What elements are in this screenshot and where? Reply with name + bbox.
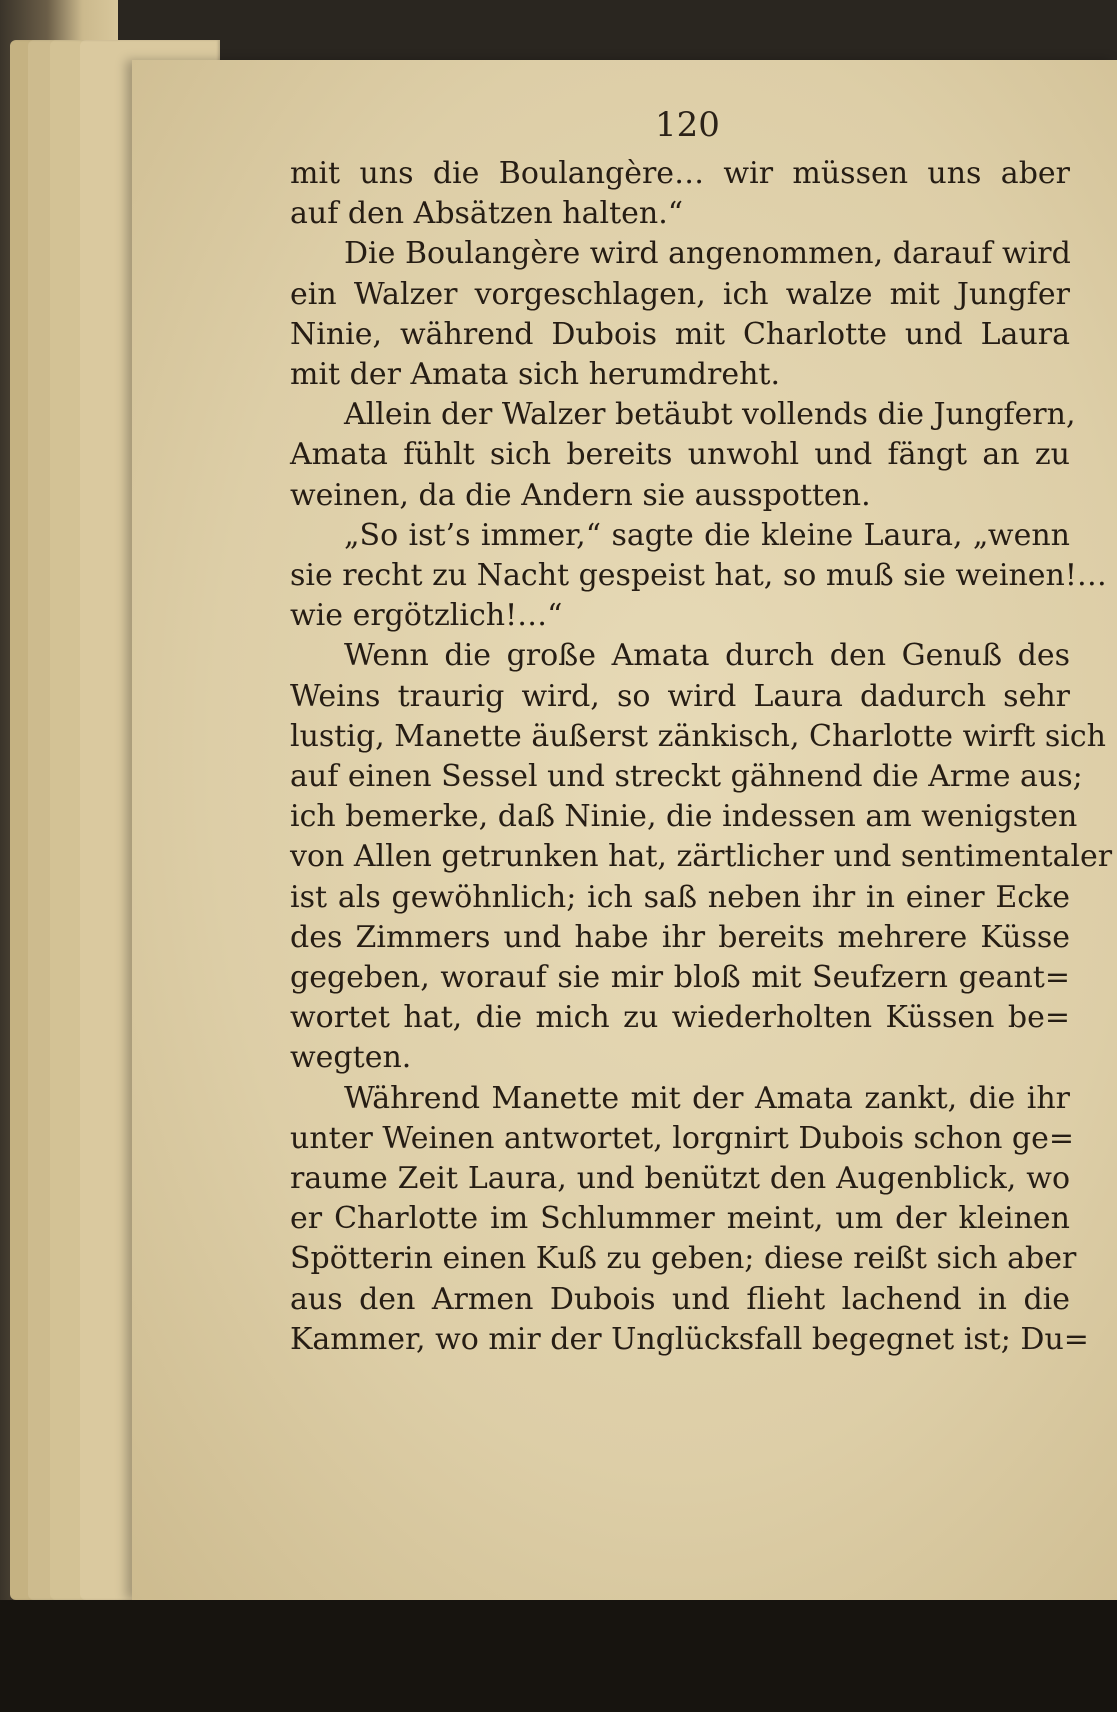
text-line: Ninie, während Dubois mit Charlotte und Laura: [290, 317, 1070, 352]
text-line: wegten.: [290, 1040, 412, 1075]
text-line: lustig, Manette äußerst zänkisch, Charlotte wirft sich: [290, 719, 1107, 754]
text-line: ich bemerke, daß Ninie, die indessen am wenigsten: [290, 799, 1078, 834]
text-line: Die Boulangère wird angenommen, darauf wird: [344, 236, 1071, 271]
text-line: gegeben, worauf sie mir bloß mit Seufzern geant=: [290, 960, 1070, 995]
text-line: mit uns die Boulangère… wir müssen uns aber: [290, 156, 1070, 191]
text-line: weinen, da die Andern sie ausspotten.: [290, 478, 871, 513]
text-line: Amata fühlt sich bereits unwohl und fängt an zu: [290, 437, 1070, 472]
text-line: wie ergötzlich!…“: [290, 598, 563, 633]
text-line: aus den Armen Dubois und flieht lachend in die: [290, 1282, 1070, 1317]
text-line: auf den Absätzen halten.“: [290, 196, 684, 231]
text-line: ist als gewöhnlich; ich saß neben ihr in einer Ecke: [290, 880, 1070, 915]
text-line: Weins traurig wird, so wird Laura dadurch sehr: [290, 679, 1070, 714]
text-line: „So ist’s immer,“ sagte die kleine Laura, „wenn: [344, 518, 1070, 553]
background-shadow: [0, 1600, 1117, 1712]
text-line: unter Weinen antwortet, lorgnirt Dubois schon ge=: [290, 1121, 1075, 1156]
text-line: mit der Amata sich herumdreht.: [290, 357, 780, 392]
text-line: Wenn die große Amata durch den Genuß des: [344, 638, 1070, 673]
text-line: Spötterin einen Kuß zu geben; diese reißt sich aber: [290, 1241, 1077, 1276]
text-line: auf einen Sessel und streckt gähnend die Arme aus;: [290, 759, 1083, 794]
text-line: er Charlotte im Schlummer meint, um der kleinen: [290, 1201, 1070, 1236]
text-line: des Zimmers und habe ihr bereits mehrere Küsse: [290, 920, 1070, 955]
page-number: 120: [655, 105, 720, 145]
text-line: wortet hat, die mich zu wiederholten Küssen be=: [290, 1000, 1070, 1035]
text-line: von Allen getrunken hat, zärtlicher und sentimentaler: [290, 839, 1113, 874]
text-line: Kammer, wo mir der Unglücksfall begegnet ist; Du=: [290, 1322, 1089, 1357]
text-line: Während Manette mit der Amata zankt, die ihr: [344, 1081, 1070, 1116]
text-line: raume Zeit Laura, und benützt den Augenblick, wo: [290, 1161, 1070, 1196]
text-line: Allein der Walzer betäubt vollends die Jungfern,: [344, 397, 1076, 432]
text-line: ein Walzer vorgeschlagen, ich walze mit Jungfer: [290, 277, 1070, 312]
text-line: sie recht zu Nacht gespeist hat, so muß sie weinen!…: [290, 558, 1107, 593]
